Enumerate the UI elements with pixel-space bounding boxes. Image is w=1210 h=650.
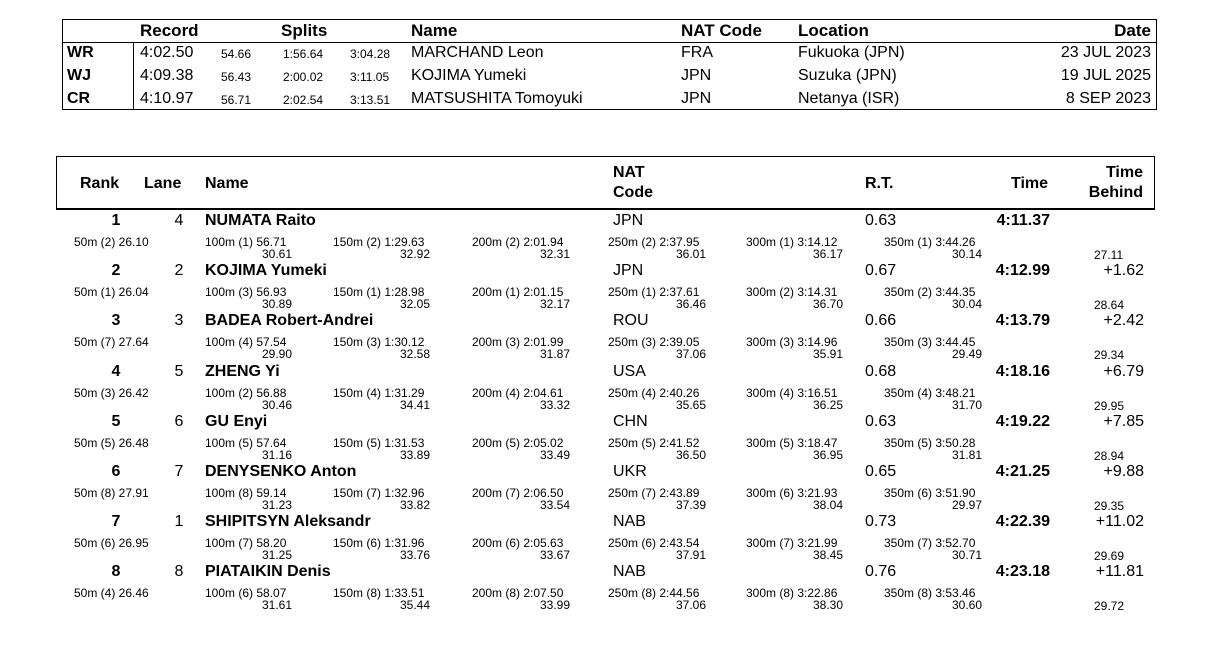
- split-diff-200m: 33.32: [539, 398, 570, 412]
- split-diff-100m: 30.89: [261, 297, 292, 311]
- split-200m: 200m (1) 2:01.15: [472, 285, 564, 299]
- result-lane: 7: [174, 463, 184, 480]
- split-diff-150m: 35.44: [399, 598, 430, 612]
- split-diff-200m: 33.54: [539, 498, 570, 512]
- record-split-2: 1:56.64: [283, 47, 324, 61]
- result-nat: ROU: [613, 312, 649, 329]
- record-split-3: 3:13.51: [350, 93, 391, 107]
- record-split-3: 3:11.05: [350, 70, 390, 84]
- split-100m: 100m (8) 59.14: [205, 486, 287, 500]
- result-rank: 6: [111, 463, 121, 480]
- split-200m: 200m (6) 2:05.63: [472, 536, 564, 550]
- records-header-location: Location: [798, 21, 869, 40]
- split-diff-150m: 32.58: [399, 347, 430, 361]
- result-time: 4:21.25: [995, 463, 1050, 480]
- split-diff-200m: 33.49: [539, 448, 570, 462]
- records-header-name: Name: [411, 21, 458, 40]
- result-time: 4:18.16: [995, 363, 1050, 380]
- split-150m: 150m (1) 1:28.98: [333, 285, 425, 299]
- split-100m: 100m (4) 57.54: [205, 335, 287, 349]
- split-diff-100m: 30.46: [261, 398, 292, 412]
- results-header-time: Time: [1011, 175, 1049, 192]
- split-50m: 50m (8) 27.91: [74, 486, 149, 500]
- split-250m: 250m (2) 2:37.95: [608, 235, 700, 249]
- result-athlete-name: NUMATA Raito: [205, 212, 316, 229]
- split-diff-250m: 36.50: [675, 448, 706, 462]
- record-date: 23 JUL 2023: [1060, 44, 1151, 61]
- split-350m: 350m (4) 3:48.21: [884, 386, 976, 400]
- split-200m: 200m (5) 2:05.02: [472, 436, 564, 450]
- split-300m: 300m (6) 3:21.93: [746, 486, 838, 500]
- result-lane: 4: [174, 212, 184, 229]
- split-diff-300m: 36.25: [812, 398, 843, 412]
- record-nat: JPN: [681, 90, 712, 107]
- split-200m: 200m (8) 2:07.50: [472, 586, 564, 600]
- split-150m: 150m (7) 1:32.96: [333, 486, 425, 500]
- record-split-1: 54.66: [221, 47, 252, 61]
- split-150m: 150m (3) 1:30.12: [333, 335, 425, 349]
- split-350m: 350m (5) 3:50.28: [884, 436, 976, 450]
- record-time: 4:02.50: [140, 44, 194, 61]
- split-diff-400m: 29.34: [1094, 348, 1125, 362]
- split-150m: 150m (2) 1:29.63: [333, 235, 425, 249]
- result-nat: CHN: [613, 413, 648, 430]
- split-diff-200m: 31.87: [539, 347, 570, 361]
- split-300m: 300m (4) 3:16.51: [746, 386, 838, 400]
- split-diff-400m: 29.72: [1094, 599, 1125, 613]
- result-reaction-time: 0.63: [865, 212, 897, 229]
- record-location: Netanya (ISR): [798, 90, 900, 107]
- record-split-2: 2:00.02: [283, 70, 324, 84]
- split-diff-300m: 36.17: [812, 247, 843, 261]
- result-time-behind: +11.81: [1095, 563, 1144, 580]
- split-diff-400m: 29.95: [1094, 399, 1125, 413]
- split-50m: 50m (2) 26.10: [74, 235, 149, 249]
- record-date: 19 JUL 2025: [1060, 67, 1151, 84]
- record-split-1: 56.71: [221, 93, 252, 107]
- record-holder-name: MATSUSHITA Tomoyuki: [411, 90, 583, 107]
- result-lane: 6: [174, 413, 184, 430]
- split-diff-400m: 28.64: [1094, 298, 1125, 312]
- record-holder-name: MARCHAND Leon: [411, 44, 544, 61]
- split-250m: 250m (7) 2:43.89: [608, 486, 700, 500]
- split-diff-350m: 30.14: [951, 247, 982, 261]
- split-diff-350m: 30.04: [951, 297, 982, 311]
- split-diff-400m: 29.69: [1094, 549, 1125, 563]
- results-header-nat-line2: Code: [613, 184, 653, 201]
- split-100m: 100m (7) 58.20: [205, 536, 287, 550]
- result-reaction-time: 0.68: [865, 363, 897, 380]
- split-diff-350m: 31.81: [951, 448, 982, 462]
- record-nat: JPN: [681, 67, 712, 84]
- result-nat: JPN: [613, 212, 644, 229]
- split-250m: 250m (8) 2:44.56: [608, 586, 700, 600]
- split-300m: 300m (5) 3:18.47: [746, 436, 838, 450]
- split-diff-300m: 38.30: [812, 598, 843, 612]
- result-rank: 7: [111, 513, 121, 530]
- result-time: 4:13.79: [995, 312, 1050, 329]
- result-reaction-time: 0.73: [865, 513, 897, 530]
- result-rank: 2: [111, 262, 121, 279]
- split-200m: 200m (2) 2:01.94: [472, 235, 564, 249]
- split-250m: 250m (6) 2:43.54: [608, 536, 700, 550]
- result-rank: 1: [111, 212, 121, 229]
- result-reaction-time: 0.66: [865, 312, 897, 329]
- split-50m: 50m (1) 26.04: [74, 285, 149, 299]
- result-time-behind: +7.85: [1103, 413, 1144, 430]
- results-header-name: Name: [205, 175, 249, 192]
- split-350m: 350m (3) 3:44.45: [884, 335, 976, 349]
- split-300m: 300m (2) 3:14.31: [746, 285, 838, 299]
- result-athlete-name: DENYSENKO Anton: [205, 463, 357, 480]
- results-header-nat-line1: NAT: [613, 164, 645, 181]
- split-diff-400m: 28.94: [1094, 449, 1125, 463]
- result-time: 4:11.37: [996, 212, 1050, 229]
- record-type: WJ: [67, 67, 91, 84]
- split-150m: 150m (4) 1:31.29: [333, 386, 425, 400]
- split-diff-150m: 32.92: [399, 247, 430, 261]
- split-100m: 100m (5) 57.64: [205, 436, 287, 450]
- records-header-date: Date: [1114, 21, 1151, 40]
- split-300m: 300m (3) 3:14.96: [746, 335, 838, 349]
- results-header-rank: Rank: [80, 175, 120, 192]
- split-50m: 50m (6) 26.95: [74, 536, 149, 550]
- split-diff-150m: 33.89: [399, 448, 430, 462]
- split-diff-250m: 37.39: [675, 498, 706, 512]
- result-nat: JPN: [613, 262, 644, 279]
- split-250m: 250m (4) 2:40.26: [608, 386, 700, 400]
- split-50m: 50m (3) 26.42: [74, 386, 149, 400]
- result-lane: 8: [174, 563, 184, 580]
- result-rank: 4: [111, 363, 121, 380]
- split-diff-350m: 29.49: [951, 347, 982, 361]
- split-diff-200m: 33.99: [539, 598, 570, 612]
- split-50m: 50m (7) 27.64: [74, 335, 149, 349]
- split-diff-300m: 38.45: [812, 548, 843, 562]
- split-150m: 150m (5) 1:31.53: [333, 436, 425, 450]
- records-header-splits: Splits: [281, 21, 328, 40]
- results-header-lane: Lane: [144, 175, 182, 192]
- split-350m: 350m (8) 3:53.46: [884, 586, 976, 600]
- split-diff-250m: 37.06: [675, 347, 706, 361]
- records-header-divider: [63, 42, 1156, 43]
- results-header-behind-line1: Time: [1105, 164, 1143, 181]
- split-50m: 50m (5) 26.48: [74, 436, 149, 450]
- split-350m: 350m (6) 3:51.90: [884, 486, 976, 500]
- result-athlete-name: KOJIMA Yumeki: [205, 262, 327, 279]
- result-lane: 3: [174, 312, 184, 329]
- record-split-1: 56.43: [221, 70, 252, 84]
- split-350m: 350m (1) 3:44.26: [884, 235, 976, 249]
- split-150m: 150m (6) 1:31.96: [333, 536, 425, 550]
- split-150m: 150m (8) 1:33.51: [333, 586, 425, 600]
- result-reaction-time: 0.67: [865, 262, 897, 279]
- split-diff-250m: 37.06: [675, 598, 706, 612]
- result-athlete-name: SHIPITSYN Aleksandr: [205, 513, 371, 530]
- split-350m: 350m (7) 3:52.70: [884, 536, 976, 550]
- split-300m: 300m (1) 3:14.12: [746, 235, 838, 249]
- result-time: 4:12.99: [995, 262, 1050, 279]
- record-type: WR: [67, 44, 94, 61]
- records-header-nat-code: NAT Code: [681, 21, 762, 40]
- split-diff-250m: 35.65: [675, 398, 706, 412]
- record-date: 8 SEP 2023: [1065, 90, 1151, 107]
- results-header-behind-line2: Behind: [1088, 184, 1143, 201]
- split-200m: 200m (3) 2:01.99: [472, 335, 564, 349]
- split-diff-100m: 31.23: [261, 498, 292, 512]
- record-time: 4:10.97: [140, 90, 194, 107]
- split-diff-250m: 37.91: [675, 548, 706, 562]
- split-diff-300m: 36.95: [812, 448, 843, 462]
- split-100m: 100m (2) 56.88: [205, 386, 287, 400]
- split-100m: 100m (3) 56.93: [205, 285, 287, 299]
- result-rank: 3: [111, 312, 121, 329]
- split-diff-150m: 32.05: [399, 297, 430, 311]
- result-lane: 5: [174, 363, 184, 380]
- result-reaction-time: 0.65: [865, 463, 897, 480]
- split-diff-350m: 29.97: [951, 498, 982, 512]
- split-diff-150m: 33.82: [399, 498, 430, 512]
- split-100m: 100m (1) 56.71: [205, 235, 287, 249]
- split-diff-400m: 27.11: [1094, 248, 1124, 262]
- result-time-behind: +2.42: [1103, 312, 1144, 329]
- record-split-3: 3:04.28: [350, 47, 391, 61]
- split-diff-350m: 30.71: [951, 548, 982, 562]
- split-diff-100m: 31.25: [261, 548, 292, 562]
- result-time: 4:19.22: [995, 413, 1050, 430]
- split-diff-100m: 31.16: [261, 448, 292, 462]
- results-header-rt: R.T.: [865, 175, 894, 192]
- result-lane: 1: [174, 513, 184, 530]
- result-nat: NAB: [613, 513, 646, 530]
- record-time: 4:09.38: [140, 67, 194, 84]
- result-athlete-name: GU Enyi: [205, 413, 268, 430]
- split-diff-250m: 36.01: [675, 247, 706, 261]
- split-diff-300m: 35.91: [812, 347, 843, 361]
- records-type-divider: [133, 42, 134, 109]
- record-nat: FRA: [681, 44, 713, 61]
- split-250m: 250m (5) 2:41.52: [608, 436, 700, 450]
- result-rank: 5: [111, 413, 121, 430]
- record-location: Suzuka (JPN): [798, 67, 897, 84]
- result-lane: 2: [174, 262, 184, 279]
- split-200m: 200m (7) 2:06.50: [472, 486, 564, 500]
- record-split-2: 2:02.54: [283, 93, 324, 107]
- split-250m: 250m (3) 2:39.05: [608, 335, 700, 349]
- result-time: 4:22.39: [995, 513, 1050, 530]
- record-location: Fukuoka (JPN): [798, 44, 905, 61]
- result-athlete-name: PIATAIKIN Denis: [205, 563, 331, 580]
- split-diff-100m: 29.90: [261, 347, 292, 361]
- result-athlete-name: ZHENG Yi: [205, 363, 280, 380]
- split-diff-200m: 32.31: [539, 247, 570, 261]
- split-diff-400m: 29.35: [1094, 499, 1125, 513]
- split-diff-350m: 30.60: [951, 598, 982, 612]
- split-diff-300m: 38.04: [812, 498, 843, 512]
- records-header-record: Record: [140, 21, 199, 40]
- result-time-behind: +1.62: [1103, 262, 1144, 279]
- result-nat: NAB: [613, 563, 646, 580]
- result-nat: USA: [613, 363, 646, 380]
- result-time-behind: +11.02: [1095, 513, 1144, 530]
- split-250m: 250m (1) 2:37.61: [608, 285, 700, 299]
- split-diff-150m: 34.41: [399, 398, 430, 412]
- split-50m: 50m (4) 26.46: [74, 586, 149, 600]
- result-reaction-time: 0.63: [865, 413, 897, 430]
- split-100m: 100m (6) 58.07: [205, 586, 287, 600]
- split-diff-350m: 31.70: [951, 398, 982, 412]
- split-200m: 200m (4) 2:04.61: [472, 386, 564, 400]
- split-350m: 350m (2) 3:44.35: [884, 285, 976, 299]
- record-holder-name: KOJIMA Yumeki: [411, 67, 527, 84]
- record-type: CR: [67, 90, 91, 107]
- result-time: 4:23.18: [995, 563, 1050, 580]
- split-diff-200m: 33.67: [539, 548, 570, 562]
- split-300m: 300m (7) 3:21.99: [746, 536, 838, 550]
- result-reaction-time: 0.76: [865, 563, 897, 580]
- split-diff-200m: 32.17: [539, 297, 570, 311]
- split-diff-150m: 33.76: [399, 548, 430, 562]
- split-300m: 300m (8) 3:22.86: [746, 586, 838, 600]
- split-diff-300m: 36.70: [812, 297, 843, 311]
- split-diff-250m: 36.46: [675, 297, 706, 311]
- result-rank: 8: [111, 563, 121, 580]
- split-diff-100m: 31.61: [261, 598, 292, 612]
- result-time-behind: +9.88: [1103, 463, 1144, 480]
- result-time-behind: +6.79: [1103, 363, 1144, 380]
- result-nat: UKR: [613, 463, 647, 480]
- result-athlete-name: BADEA Robert-Andrei: [205, 312, 374, 329]
- split-diff-100m: 30.61: [261, 247, 292, 261]
